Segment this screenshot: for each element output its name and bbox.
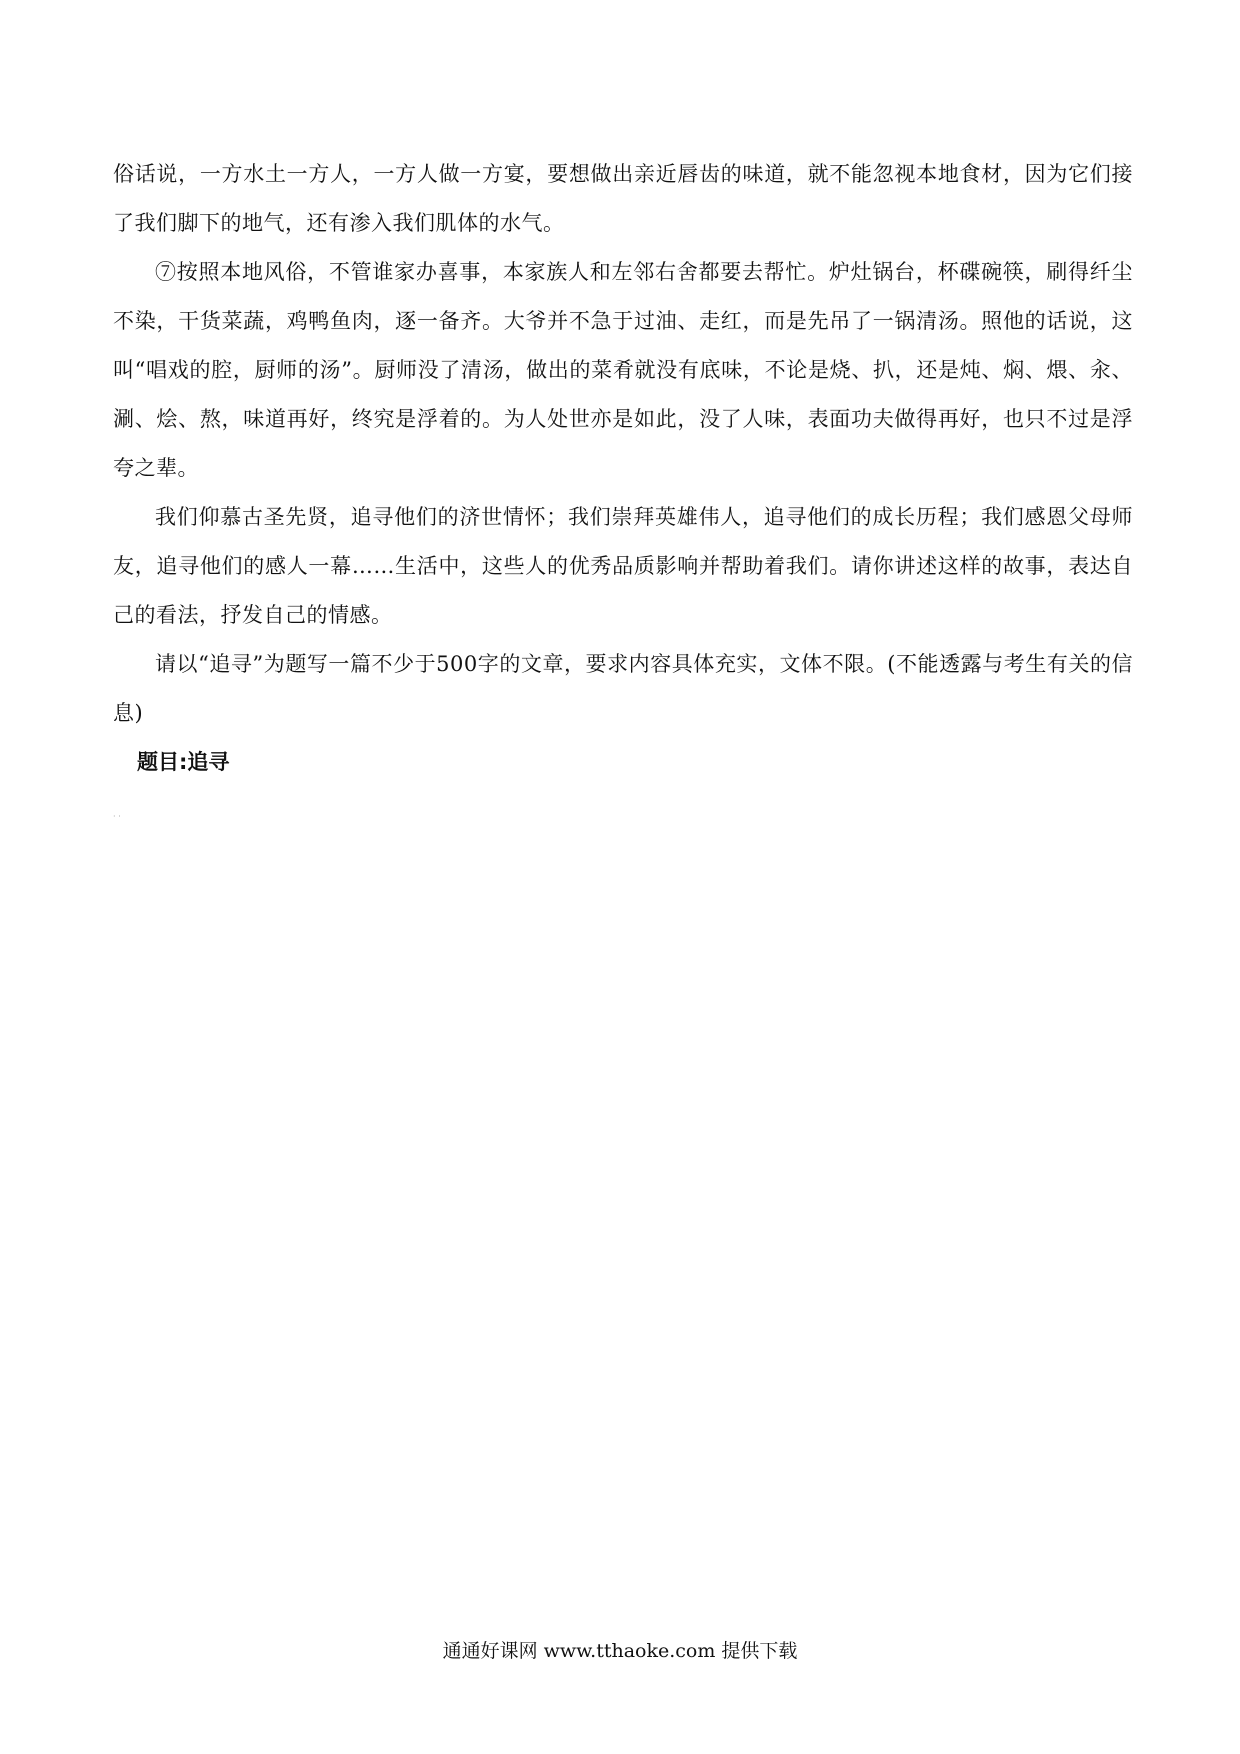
paragraph-4: 请以“追寻”为题写一篇不少于500字的文章，要求内容具体充实，文体不限。(不能透露与考生有关的信息) — [113, 652, 1133, 725]
scan-artifact: · · — [113, 812, 121, 821]
paragraph-2: ⑦按照本地风俗，不管谁家办喜事，本家族人和左邻右舍都要去帮忙。炉灶锅台，杯碟碗筷，刷得纤尘不染，干货菜蔬，鸡鸭鱼肉，逐一备齐。大爷并不急于过油、走红，而是先吊了一锅清汤。照他的话说，这叫“唱戏的腔，厨师的汤”。厨师没了清汤，做出的菜肴就没有底味，不论是烧、扒，还是炖、焖、煨、汆、涮、烩、熬，味道再好，终究是浮着的。为人处世亦是如此，没了人味，表面功夫做得再好，也只不过是浮夸之辈。 — [113, 260, 1133, 480]
page-footer: 通通好课网 www.tthaoke.com 提供下载 — [442, 1640, 798, 1662]
paragraph-3: 我们仰慕古圣先贤，追寻他们的济世情怀；我们崇拜英雄伟人，追寻他们的成长历程；我们感恩父母师友，追寻他们的感人一幕……生活中，这些人的优秀品质影响并帮助着我们。请你讲述这样的故事，表达自己的看法，抒发自己的情感。 — [113, 505, 1133, 627]
document-body — [113, 150, 1133, 787]
paragraph-1: 俗话说，一方水土一方人，一方人做一方宴，要想做出亲近唇齿的味道，就不能忽视本地食材，因为它们接了我们脚下的地气，还有渗入我们肌体的水气。 — [113, 162, 1133, 235]
essay-title-line: 题目:追寻 — [137, 750, 230, 774]
